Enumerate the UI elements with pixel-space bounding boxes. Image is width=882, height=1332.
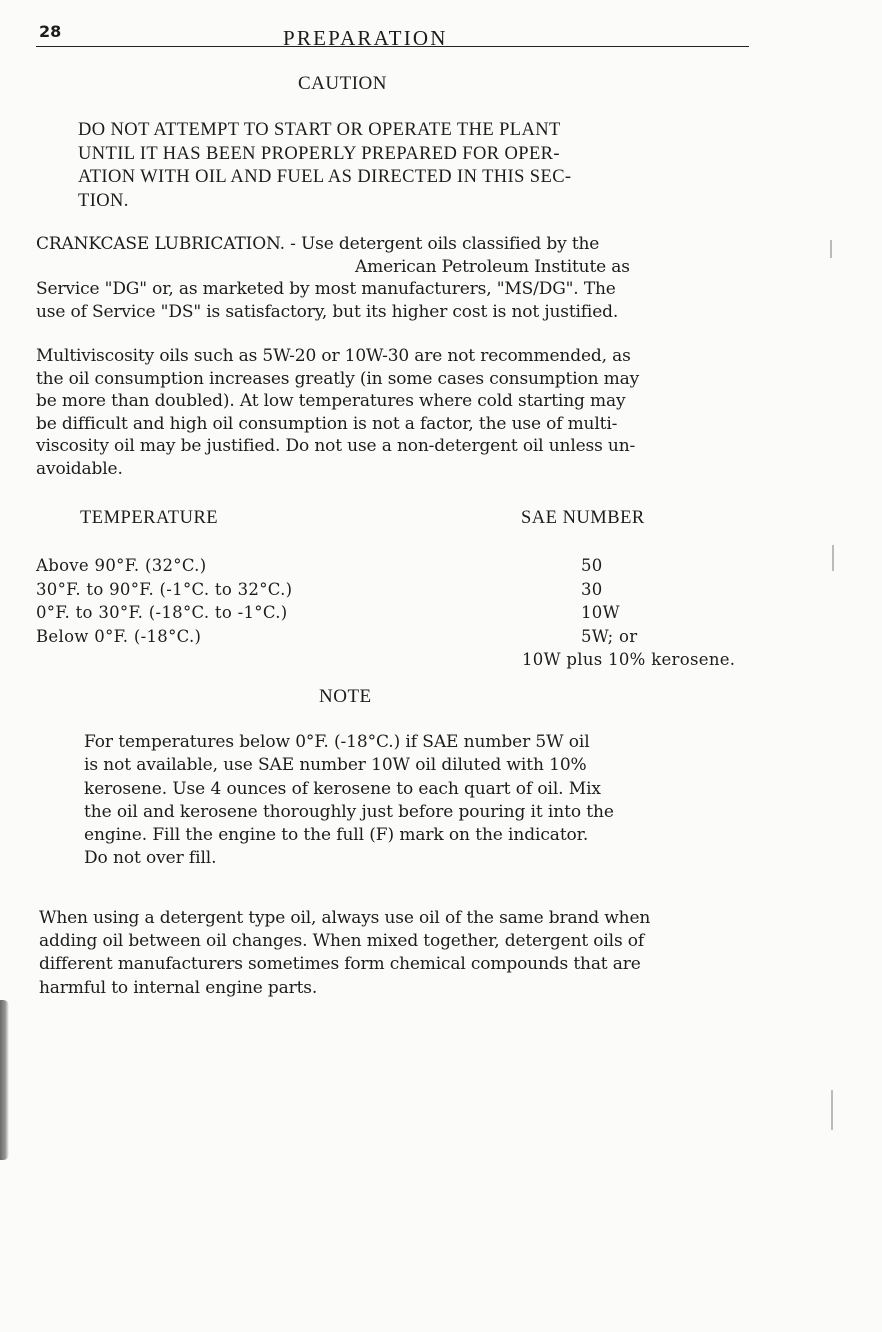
table-cell-sae-alternative: 10W plus 10% kerosene. (522, 650, 736, 669)
sae-number-column-header: SAE NUMBER (521, 508, 645, 528)
table-cell-temperature: 30°F. to 90°F. (-1°C. to 32°C.) (36, 579, 293, 599)
crankcase-lubrication-paragraph (36, 233, 630, 323)
temperature-column-header: TEMPERATURE (80, 508, 219, 528)
scan-speck (830, 240, 832, 258)
paragraph-line: harmful to internal engine parts. (39, 977, 318, 998)
caution-line: DO NOT ATTEMPT TO START OR OPERATE THE PLANT (78, 120, 561, 140)
running-head: PREPARATION (283, 26, 448, 50)
note-title: NOTE (319, 686, 372, 707)
paragraph-line: viscosity oil may be justified. Do not use a non-detergent oil unless un- (36, 436, 636, 456)
paragraph-line: Multiviscosity oils such as 5W-20 or 10W-30 are not recommended, as (36, 346, 631, 366)
multiviscosity-paragraph (36, 345, 639, 480)
note-line: the oil and kerosene thoroughly just before pouring it into the (84, 801, 614, 822)
note-line: kerosene. Use 4 ounces of kerosene to each quart of oil. Mix (84, 778, 601, 799)
header-rule (36, 46, 749, 47)
note-body (84, 731, 614, 871)
note-line: engine. Fill the engine to the full (F) mark on the indicator. (84, 825, 589, 846)
table-cell-sae: 5W; or (581, 626, 638, 646)
caution-line: ATION WITH OIL AND FUEL AS DIRECTED IN THIS SEC- (78, 167, 572, 187)
paragraph-line: use of Service "DS" is satisfactory, but its higher cost is not justified. (36, 301, 619, 322)
sae-number-column (522, 554, 735, 672)
temperature-column (36, 554, 292, 648)
paragraph-line: When using a detergent type oil, always use oil of the same brand when (39, 908, 651, 928)
scan-speck (832, 545, 834, 571)
table-cell-sae: 10W (581, 603, 620, 622)
page-number: 28 (39, 22, 62, 41)
caution-line: UNTIL IT HAS BEEN PROPERLY PREPARED FOR OPER- (78, 143, 560, 164)
paragraph-line: the oil consumption increases greatly (in some cases consumption may (36, 368, 640, 389)
note-line: is not available, use SAE number 10W oil diluted with 10% (84, 755, 587, 776)
paragraph-line: adding oil between oil changes. When mixed together, detergent oils of (39, 931, 645, 952)
paragraph-line: be more than doubled). At low temperatures where cold starting may (36, 391, 626, 411)
paragraph-line: different manufacturers sometimes form chemical compounds that are (39, 954, 641, 975)
paragraph-line: Service "DG" or, as marketed by most manufacturers, "MS/DG". The (36, 279, 616, 299)
table-cell-temperature: 0°F. to 30°F. (-18°C. to -1°C.) (36, 603, 288, 622)
scan-edge-shadow (0, 1000, 9, 1160)
paragraph-line: be difficult and high oil consumption is not a factor, the use of multi- (36, 413, 618, 434)
table-cell-sae: 30 (581, 579, 603, 599)
detergent-oil-paragraph (39, 907, 650, 1000)
table-cell-sae: 50 (581, 556, 603, 575)
paragraph-line: American Petroleum Institute as (355, 256, 630, 277)
caution-body (78, 119, 698, 213)
scan-speck (831, 1090, 833, 1130)
table-cell-temperature: Above 90°F. (32°C.) (36, 556, 207, 575)
note-line: Do not over fill. (84, 848, 217, 869)
paragraph-line: CRANKCASE LUBRICATION. - Use detergent oils classified by the (36, 234, 600, 254)
note-line: For temperatures below 0°F. (-18°C.) if SAE number 5W oil (84, 732, 590, 752)
caution-title: CAUTION (298, 73, 387, 94)
caution-line: TION. (78, 190, 129, 211)
table-cell-temperature: Below 0°F. (-18°C.) (36, 626, 202, 646)
paragraph-line: avoidable. (36, 458, 123, 479)
